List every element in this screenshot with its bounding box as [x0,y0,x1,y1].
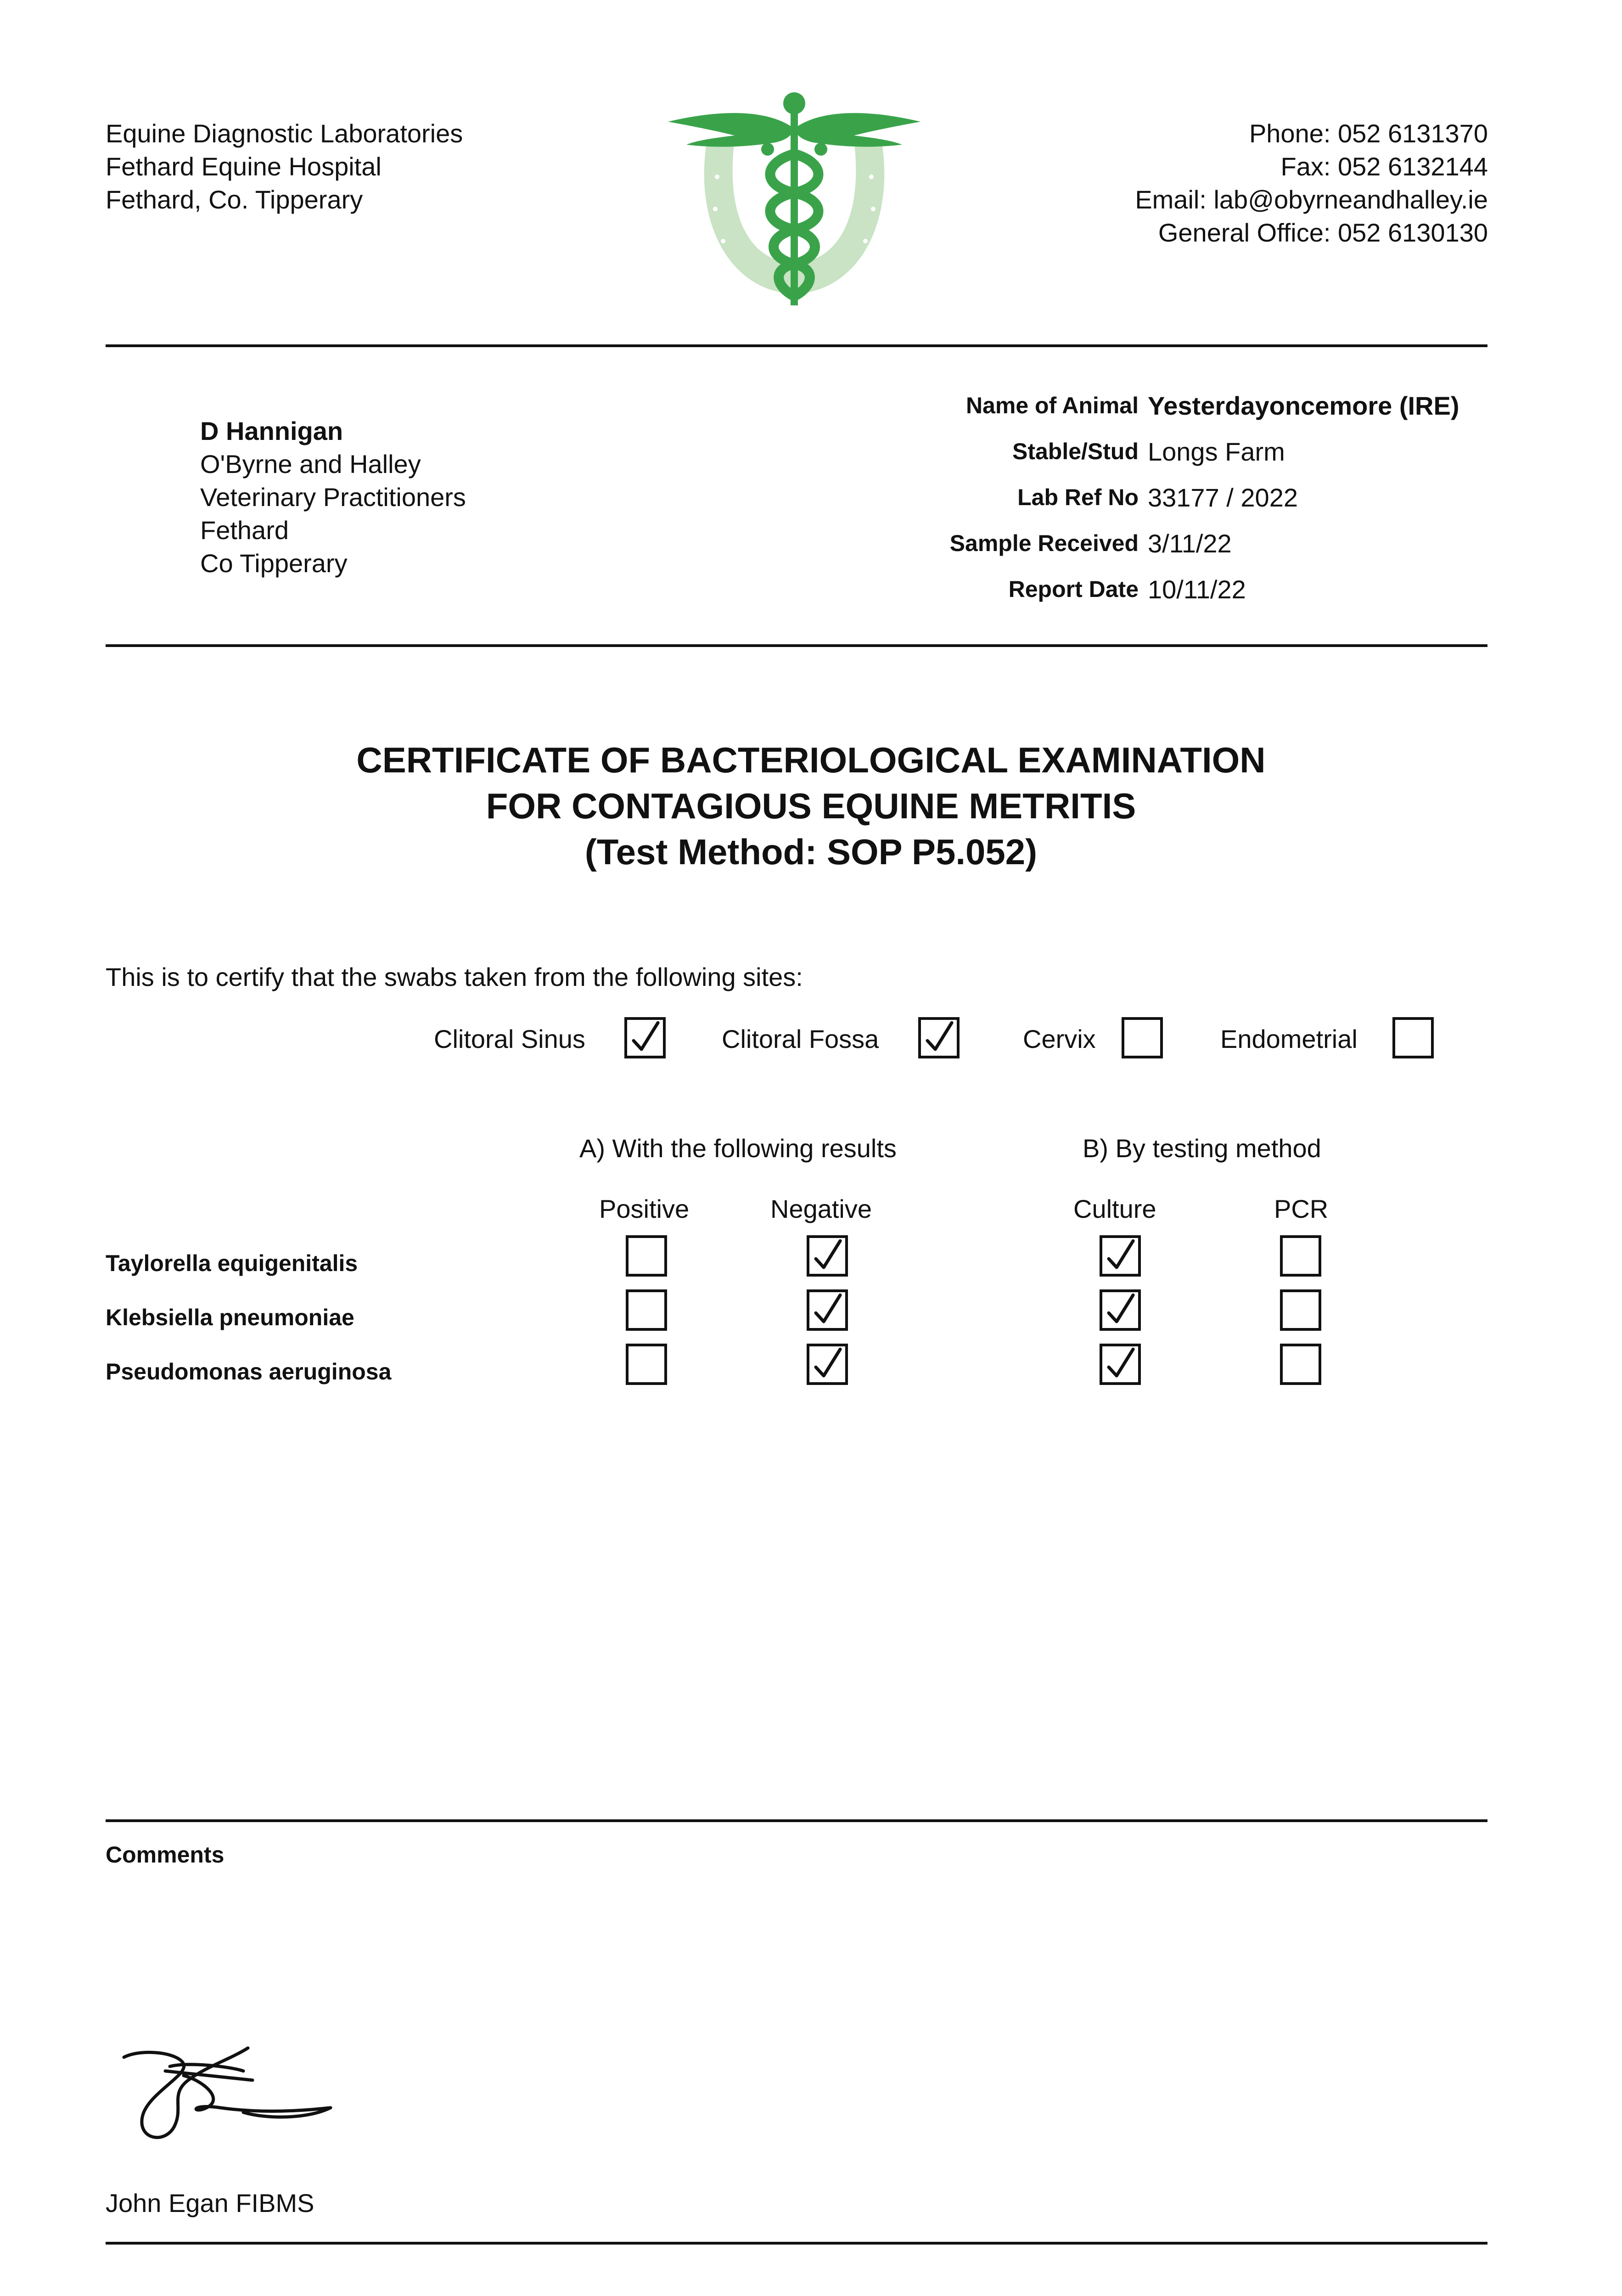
lab-location: Fethard, Co. Tipperary [106,185,363,214]
animal-value: Yesterdayoncemore (IRE) [1148,391,1459,420]
fax: Fax: 052 6132144 [1280,152,1488,181]
signer-name: John Egan FIBMS [106,2189,314,2217]
phone: Phone: 052 6131370 [1249,119,1488,148]
received-label: Sample Received [949,530,1139,556]
check-icon [809,1238,845,1274]
received-value: 3/11/22 [1148,529,1232,558]
lab-contact [1135,117,1488,249]
positive-checkbox[interactable] [626,1344,667,1385]
comments-label: Comments [106,1842,224,1868]
lab-address [106,117,463,216]
site-label: Cervix [1023,1024,1096,1053]
organism-name: Klebsiella pneumoniae [106,1305,354,1330]
meta-row-labref [0,477,1622,518]
divider-bottom [106,2242,1487,2245]
site-checkbox[interactable] [918,1017,960,1058]
site-label: Clitoral Sinus [434,1024,585,1053]
pcr-checkbox[interactable] [1280,1344,1321,1385]
labref-label: Lab Ref No [1017,484,1139,510]
stud-value: Longs Farm [1148,437,1285,466]
recipient-line: Veterinary Practitioners [200,483,466,512]
meta-row-received [0,523,1622,564]
recipient-line: Co Tipperary [200,549,348,578]
report-value: 10/11/22 [1148,574,1246,604]
divider-comments [106,1819,1487,1822]
animal-label: Name of Animal [965,393,1139,418]
report-label: Report Date [1008,576,1139,602]
certificate-title [0,737,1622,875]
title-line-2: FOR CONTAGIOUS EQUINE METRITIS [486,786,1136,826]
col-culture: Culture [1073,1194,1156,1223]
meta-row-animal [0,385,1622,426]
col-negative: Negative [770,1194,872,1223]
check-icon [1102,1292,1138,1328]
recipient-line: Fethard [200,516,289,545]
site-checkbox[interactable] [1122,1017,1163,1058]
method-section-header: B) By testing method [1083,1134,1321,1163]
culture-checkbox[interactable] [1100,1344,1141,1385]
check-icon [921,1020,957,1056]
check-icon [809,1346,845,1382]
col-pcr: PCR [1274,1194,1329,1223]
results-section-header: A) With the following results [579,1134,897,1163]
recipient-name: D Hannigan [200,416,343,445]
positive-checkbox[interactable] [626,1235,667,1277]
lab-hospital: Fethard Equine Hospital [106,152,382,181]
title-line-1: CERTIFICATE OF BACTERIOLOGICAL EXAMINATION [356,740,1266,780]
recipient-line: O'Byrne and Halley [200,450,421,478]
labref-value: 33177 / 2022 [1148,483,1298,512]
lab-name: Equine Diagnostic Laboratories [106,119,463,148]
negative-checkbox[interactable] [807,1344,848,1385]
general-office: General Office: 052 6130130 [1158,218,1488,247]
check-icon [627,1020,663,1056]
organism-name: Taylorella equigenitalis [106,1250,358,1276]
stud-label: Stable/Stud [1012,439,1139,464]
col-positive: Positive [599,1194,690,1223]
divider-top [106,344,1487,347]
negative-checkbox[interactable] [807,1289,848,1331]
email: Email: lab@obyrneandhalley.ie [1135,185,1488,214]
certify-intro: This is to certify that the swabs taken from the following sites: [106,962,803,991]
meta-row-report [0,568,1622,610]
meta-row-stud [0,431,1622,472]
site-checkbox[interactable] [624,1017,666,1058]
check-icon [809,1292,845,1328]
negative-checkbox[interactable] [807,1235,848,1277]
culture-checkbox[interactable] [1100,1289,1141,1331]
site-label: Endometrial [1220,1024,1358,1053]
pcr-checkbox[interactable] [1280,1235,1321,1277]
divider-middle [106,644,1487,647]
caduceus-horseshoe-icon [661,85,927,315]
signature-image [115,2039,344,2158]
pcr-checkbox[interactable] [1280,1289,1321,1331]
positive-checkbox[interactable] [626,1289,667,1331]
culture-checkbox[interactable] [1100,1235,1141,1277]
check-icon [1102,1238,1138,1274]
check-icon [1102,1346,1138,1382]
site-checkbox[interactable] [1392,1017,1434,1058]
site-label: Clitoral Fossa [722,1024,879,1053]
title-line-3: (Test Method: SOP P5.052) [584,832,1038,872]
organism-name: Pseudomonas aeruginosa [106,1359,392,1384]
